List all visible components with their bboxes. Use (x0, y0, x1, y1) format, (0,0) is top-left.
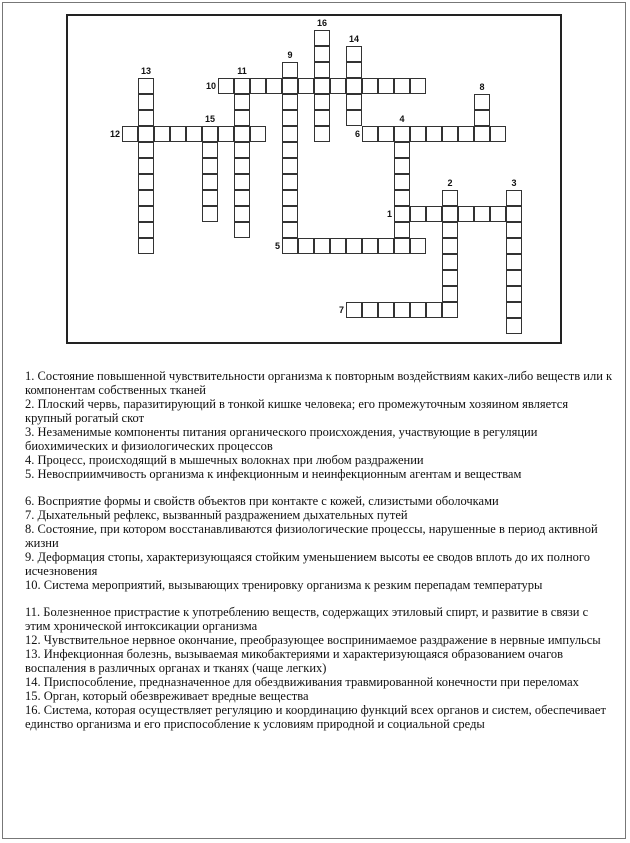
crossword-cell[interactable] (218, 78, 234, 94)
crossword-cell[interactable] (138, 222, 154, 238)
crossword-cell[interactable] (282, 158, 298, 174)
crossword-cell[interactable] (442, 270, 458, 286)
crossword-cell[interactable] (346, 302, 362, 318)
clue-item: 13. Инфекционная болезнь, вызываемая микобактериями и характеризующаяся образованием очагов воспаления в различных органах и тканях (чаще легких) (25, 647, 564, 675)
crossword-cell[interactable] (394, 190, 410, 206)
clue-item: 11. Болезненное пристрастие к употреблению веществ, содержащих этиловый спирт, и развитие в связи с этим хронической интоксикации организма (25, 605, 589, 633)
crossword-cell[interactable] (234, 158, 250, 174)
crossword-cell[interactable] (442, 126, 458, 142)
crossword-cell[interactable] (410, 206, 426, 222)
crossword-cell[interactable] (506, 190, 522, 206)
crossword-cell[interactable] (442, 222, 458, 238)
crossword-cell[interactable] (234, 78, 250, 94)
crossword-cell[interactable] (314, 30, 330, 46)
crossword-cell[interactable] (298, 238, 314, 254)
crossword-cell[interactable] (314, 46, 330, 62)
crossword-cell[interactable] (474, 206, 490, 222)
clue-number-label: 16 (316, 18, 327, 28)
clue-list (25, 369, 615, 731)
clue-number-label: 8 (479, 82, 485, 92)
crossword-cell[interactable] (138, 158, 154, 174)
crossword-cell[interactable] (330, 238, 346, 254)
clue-number-label: 10 (205, 81, 216, 91)
crossword-cell[interactable] (282, 142, 298, 158)
crossword-cell[interactable] (250, 78, 266, 94)
clue-number-label: 5 (274, 241, 280, 251)
clue-item: 15. Орган, который обезвреживает вредные вещества (25, 689, 309, 703)
crossword-cell[interactable] (314, 94, 330, 110)
clue-item: 8. Состояние, при котором восстанавливаются физиологические процессы, нарушенные в период активной жизни (25, 522, 598, 550)
crossword-cell[interactable] (442, 206, 458, 222)
crossword-cell[interactable] (234, 174, 250, 190)
clue-number-label: 6 (354, 129, 360, 139)
crossword-cell[interactable] (378, 302, 394, 318)
clue-item: 4. Процесс, происходящий в мышечных волокнах при любом раздражении (25, 453, 424, 467)
crossword-cell[interactable] (138, 190, 154, 206)
crossword-cell[interactable] (202, 174, 218, 190)
crossword-cell[interactable] (138, 206, 154, 222)
crossword-cell[interactable] (506, 254, 522, 270)
crossword-cell[interactable] (138, 142, 154, 158)
clue-group-gap (25, 592, 615, 605)
clue-number-label: 2 (447, 178, 453, 188)
crossword-cell[interactable] (490, 206, 506, 222)
clue-group-gap (25, 481, 615, 494)
clue-number-label: 15 (204, 114, 215, 124)
crossword-cell[interactable] (234, 142, 250, 158)
crossword-cell[interactable] (394, 142, 410, 158)
crossword-cell[interactable] (394, 158, 410, 174)
crossword-cell[interactable] (234, 190, 250, 206)
crossword-cell[interactable] (314, 78, 330, 94)
crossword-cell[interactable] (442, 190, 458, 206)
clue-item: 16. Система, которая осуществляет регуляцию и координацию функций всех органов и систем, обеспечивает единство организма и его приспособление к условиям природной и социальной среды (25, 703, 606, 731)
crossword-cell[interactable] (234, 222, 250, 238)
crossword-cell[interactable] (410, 238, 426, 254)
crossword-cell[interactable] (202, 158, 218, 174)
crossword-cell[interactable] (282, 190, 298, 206)
crossword-cell[interactable] (506, 286, 522, 302)
crossword-cell[interactable] (282, 126, 298, 142)
worksheet-page (2, 2, 626, 839)
crossword-cell[interactable] (506, 222, 522, 238)
clue-number-label: 9 (287, 50, 293, 60)
crossword-cell[interactable] (122, 126, 138, 142)
crossword-cell[interactable] (378, 78, 394, 94)
crossword-cell[interactable] (506, 206, 522, 222)
crossword-cell[interactable] (330, 78, 346, 94)
clue-number-label: 14 (348, 34, 359, 44)
crossword-cell[interactable] (282, 62, 298, 78)
crossword-cell[interactable] (138, 174, 154, 190)
crossword-cell[interactable] (314, 238, 330, 254)
crossword-cell[interactable] (138, 126, 154, 142)
clue-item: 10. Система мероприятий, вызывающих тренировку организма к резким перепадам температуры (25, 578, 543, 592)
crossword-cell[interactable] (474, 94, 490, 110)
crossword-cell[interactable] (506, 318, 522, 334)
crossword-cell[interactable] (362, 302, 378, 318)
clue-number-label: 3 (511, 178, 517, 188)
crossword-cell[interactable] (346, 62, 362, 78)
crossword-cell[interactable] (474, 110, 490, 126)
crossword-cell[interactable] (394, 126, 410, 142)
clue-item: 12. Чувствительное нервное окончание, преобразующее воспринимаемое раздражение в нервные импульсы (25, 633, 601, 647)
crossword-cell[interactable] (170, 126, 186, 142)
crossword-cell[interactable] (282, 78, 298, 94)
crossword-cell[interactable] (202, 126, 218, 142)
crossword-cell[interactable] (218, 126, 234, 142)
crossword-cell[interactable] (234, 206, 250, 222)
clue-item: 14. Приспособление, предназначенное для обездвиживания травмированной конечности при переломах (25, 675, 579, 689)
crossword-cell[interactable] (394, 238, 410, 254)
crossword-cell[interactable] (346, 78, 362, 94)
crossword-cell[interactable] (506, 238, 522, 254)
crossword-cell[interactable] (362, 126, 378, 142)
crossword-cell[interactable] (394, 302, 410, 318)
crossword-cell[interactable] (234, 126, 250, 142)
clue-number-label: 7 (338, 305, 344, 315)
crossword-cell[interactable] (266, 78, 282, 94)
crossword-cell[interactable] (346, 110, 362, 126)
clue-number-label: 12 (109, 129, 120, 139)
clue-number-label: 13 (140, 66, 151, 76)
crossword-grid (66, 14, 562, 344)
crossword-cell[interactable] (138, 78, 154, 94)
clue-number-label: 1 (386, 209, 392, 219)
clue-item: 1. Состояние повышенной чувствительности организма к повторным воздействиям каких-либо веществ или к компонентам собственных тканей (25, 369, 613, 397)
crossword-cell[interactable] (474, 126, 490, 142)
crossword-cell[interactable] (282, 206, 298, 222)
crossword-cell[interactable] (234, 110, 250, 126)
crossword-cell[interactable] (410, 126, 426, 142)
crossword-cell[interactable] (362, 238, 378, 254)
crossword-cell[interactable] (426, 302, 442, 318)
crossword-cell[interactable] (138, 238, 154, 254)
clue-item: 2. Плоский червь, паразитирующий в тонкой кишке человека; его промежуточным хозяином является крупный рогатый скот (25, 397, 569, 425)
crossword-cell[interactable] (394, 174, 410, 190)
crossword-cell[interactable] (282, 110, 298, 126)
crossword-cell[interactable] (186, 126, 202, 142)
crossword-cell[interactable] (458, 206, 474, 222)
crossword-cell[interactable] (442, 286, 458, 302)
crossword-cell[interactable] (282, 238, 298, 254)
crossword-cell[interactable] (138, 110, 154, 126)
crossword-cell[interactable] (298, 78, 314, 94)
crossword-cell[interactable] (346, 94, 362, 110)
crossword-cell[interactable] (346, 46, 362, 62)
crossword-cell[interactable] (154, 126, 170, 142)
crossword-cell[interactable] (442, 302, 458, 318)
clue-item: 9. Деформация стопы, характеризующаяся стойким уменьшением высоты ее сводов вплоть до их полного исчезновения (25, 550, 590, 578)
crossword-cell[interactable] (458, 126, 474, 142)
crossword-cell[interactable] (410, 302, 426, 318)
crossword-cell[interactable] (442, 254, 458, 270)
crossword-cell[interactable] (506, 302, 522, 318)
crossword-cell[interactable] (314, 62, 330, 78)
crossword-cell[interactable] (250, 126, 266, 142)
crossword-cell[interactable] (314, 110, 330, 126)
crossword-cell[interactable] (314, 126, 330, 142)
crossword-cell[interactable] (378, 238, 394, 254)
crossword-cell[interactable] (282, 174, 298, 190)
clue-item: 3. Незаменимые компоненты питания органического происхождения, участвующие в регуляции биохимических и физиологических процессов (25, 425, 538, 453)
crossword-cell[interactable] (490, 126, 506, 142)
clue-number-label: 11 (237, 66, 247, 76)
crossword-cell[interactable] (394, 78, 410, 94)
crossword-cell[interactable] (410, 78, 426, 94)
crossword-cell[interactable] (362, 78, 378, 94)
clue-item: 7. Дыхательный рефлекс, вызванный раздражением дыхательных путей (25, 508, 408, 522)
crossword-cell[interactable] (202, 142, 218, 158)
crossword-cell[interactable] (282, 222, 298, 238)
clue-number-label: 4 (399, 114, 405, 124)
crossword-cell[interactable] (426, 206, 442, 222)
crossword-cell[interactable] (506, 270, 522, 286)
clue-item: 6. Восприятие формы и свойств объектов при контакте с кожей, слизистыми оболочками (25, 494, 499, 508)
crossword-cell[interactable] (442, 238, 458, 254)
crossword-cell[interactable] (394, 206, 410, 222)
crossword-cell[interactable] (202, 190, 218, 206)
crossword-cell[interactable] (202, 206, 218, 222)
crossword-cell[interactable] (394, 222, 410, 238)
crossword-cell[interactable] (346, 238, 362, 254)
crossword-cell[interactable] (426, 126, 442, 142)
crossword-cell[interactable] (138, 94, 154, 110)
crossword-cell[interactable] (378, 126, 394, 142)
crossword-cell[interactable] (234, 94, 250, 110)
crossword-cell[interactable] (282, 94, 298, 110)
clue-item: 5. Невосприимчивость организма к инфекционным и неинфекционным агентам и веществам (25, 467, 522, 481)
